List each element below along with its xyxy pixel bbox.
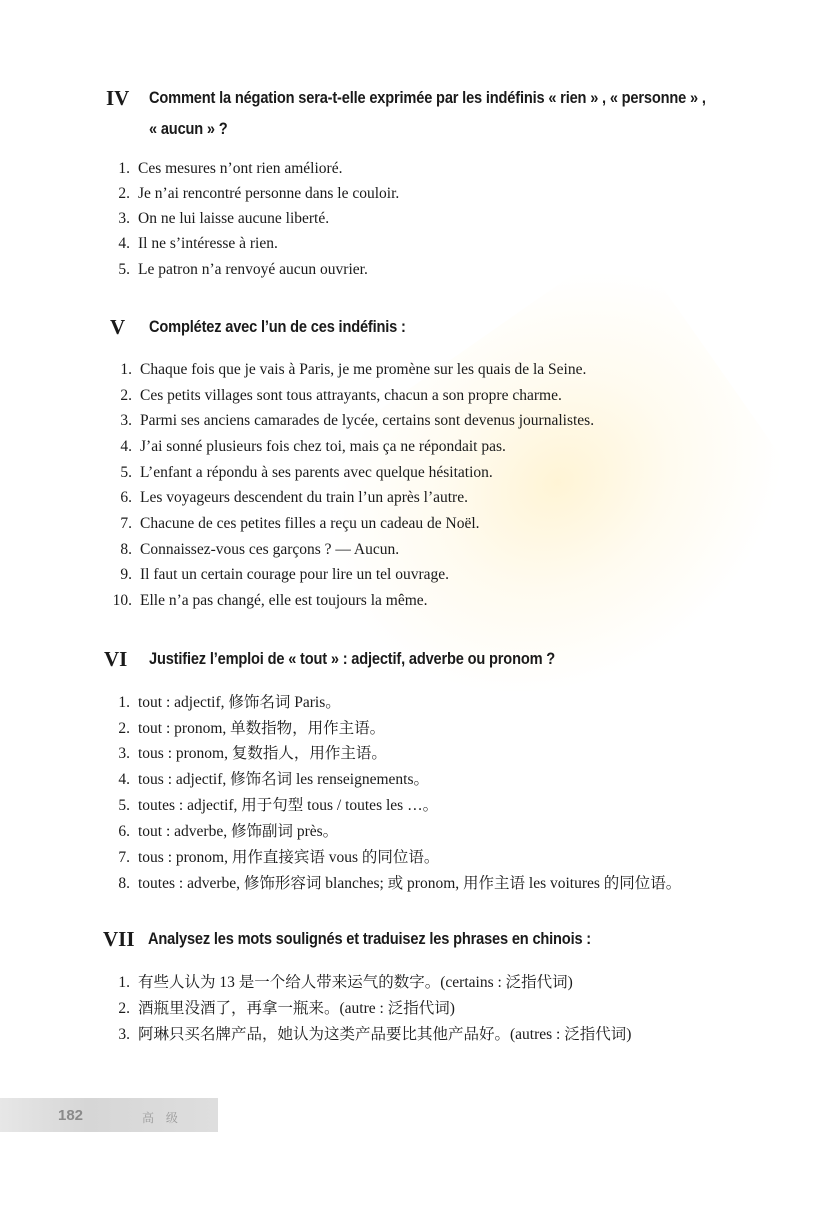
list-item: 6. tout : adverbe, 修饰副词 près。 (118, 823, 339, 840)
section-heading: Analysez les mots soulignés et traduisez les phrases en chinois : (148, 929, 592, 948)
list-item: 4. tous : adjectif, 修饰名词 les renseignements。 (118, 771, 429, 788)
list-item: 9. Il faut un certain courage pour lire un tel ouvrage. (120, 566, 450, 583)
list-item: 7. Chacune de ces petites filles a reçu un cadeau de Noël. (120, 515, 480, 532)
list-item: 1. Chaque fois que je vais à Paris, je me promène sur les quais de la Seine. (120, 361, 587, 378)
list-item: 4. Il ne s’intéresse à rien. (118, 235, 278, 252)
section-heading: Comment la négation sera-t-elle exprimée par les indéfinis « rien » , « personne » , (149, 88, 706, 107)
list-item: 1. Ces mesures n’ont rien amélioré. (118, 160, 343, 177)
list-item: 2. tout : pronom, 单数指物，用作主语。 (118, 720, 386, 737)
list-item: 1. tout : adjectif, 修饰名词 Paris。 (118, 694, 341, 711)
section-heading: Complétez avec l’un de ces indéfinis : (149, 317, 406, 336)
list-item: 3. tous : pronom, 复数指人，用作主语。 (118, 745, 387, 762)
list-item: 6. Les voyageurs descendent du train l’un après l’autre. (120, 489, 468, 506)
list-item: 2. Je n’ai rencontré personne dans le couloir. (118, 185, 400, 202)
footer-label: 高 级 (142, 1111, 182, 1125)
list-item: 3. 阿琳只买名牌产品，她认为这类产品要比其他产品好。(autres : 泛指代词) (118, 1026, 632, 1043)
list-item: 10. Elle n’a pas changé, elle est toujours la même. (112, 592, 428, 609)
list-item: 4. J’ai sonné plusieurs fois chez toi, mais ça ne répondait pas. (120, 438, 506, 455)
section-number: IV (106, 86, 130, 110)
section-number: V (110, 315, 126, 339)
section-heading-cont: « aucun » ? (149, 119, 228, 138)
list-item: 1. 有些人认为 13 是一个给人带来运气的数字。(certains : 泛指代词) (118, 974, 573, 991)
list-item: 3. On ne lui laisse aucune liberté. (118, 210, 330, 227)
list-item: 3. Parmi ses anciens camarades de lycée, certains sont devenus journalistes. (120, 412, 595, 429)
list-item: 2. Ces petits villages sont tous attrayants, chacun a son propre charme. (120, 387, 562, 404)
list-item: 5. Le patron n’a renvoyé aucun ouvrier. (118, 261, 368, 278)
list-item: 5. toutes : adjectif, 用于句型 tous / toutes les …。 (118, 797, 439, 814)
list-item: 8. Connaissez-vous ces garçons ? — Aucun. (120, 541, 400, 558)
section-number: VI (104, 647, 128, 671)
section-heading: Justifiez l’emploi de « tout » : adjectif, adverbe ou pronom ? (149, 649, 556, 668)
list-item: 5. L’enfant a répondu à ses parents avec quelque hésitation. (120, 464, 493, 481)
list-item: 8. toutes : adverbe, 修饰形容词 blanches; 或 pronom, 用作主语 les voitures 的同位语。 (118, 875, 682, 892)
list-item: 2. 酒瓶里没酒了，再拿一瓶来。(autre : 泛指代词) (118, 1000, 455, 1017)
footer-bar (0, 1098, 218, 1132)
section-number: VII (103, 927, 135, 951)
list-item: 7. tous : pronom, 用作直接宾语 vous 的同位语。 (118, 849, 440, 866)
page-number: 182 (58, 1107, 84, 1124)
